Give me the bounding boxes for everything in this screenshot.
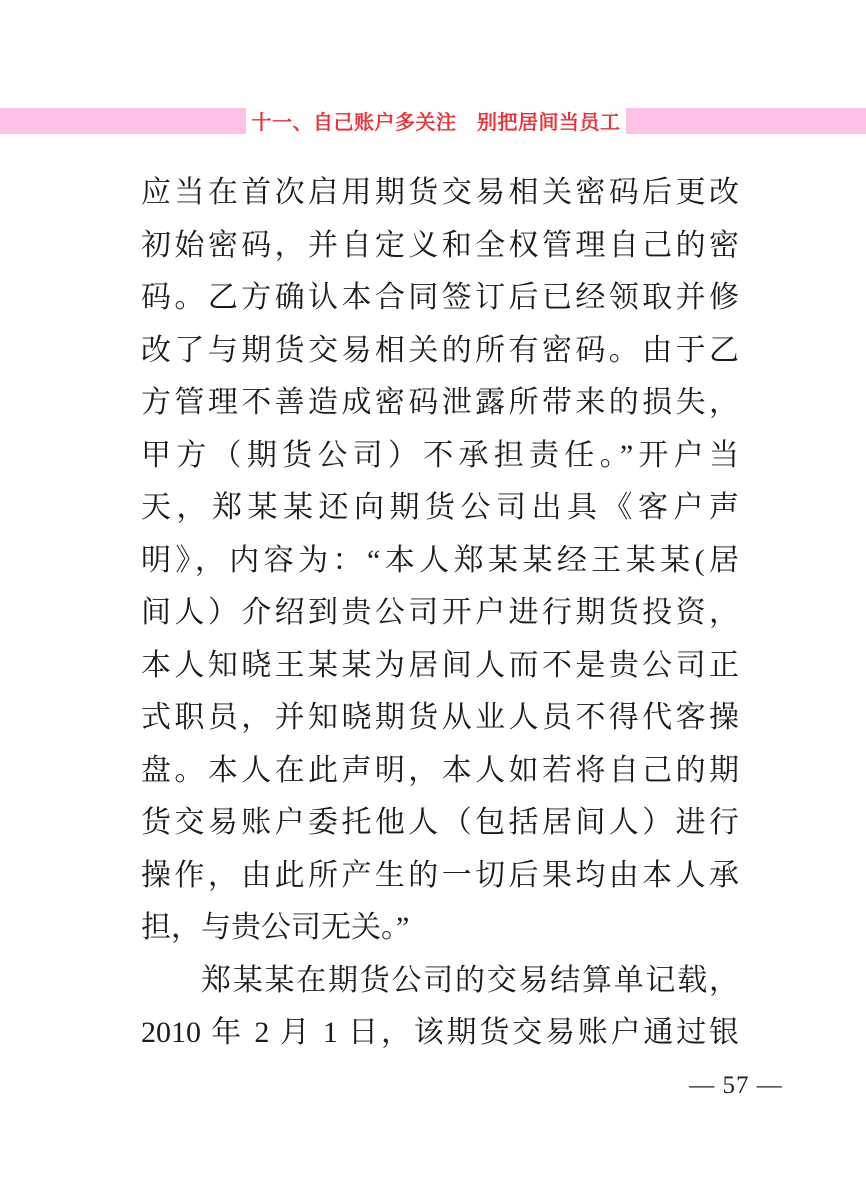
body-line: 明》，内容为：“本人郑某某经王某某(居 [141,543,739,577]
body-line: 操作，由此所产生的一切后果均由本人承 [141,858,739,892]
body-line: 应当在首次启用期货交易相关密码后更改 [141,176,739,209]
body-line: 初始密码，并自定义和全权管理自己的密 [141,228,739,262]
body-line: 郑某某在期货公司的交易结算单记载， [201,963,739,997]
body-text [141,167,739,1060]
body-line: 改了与期货交易相关的所有密码。由于乙 [141,333,739,367]
body-line: 盘。本人在此声明，本人如若将自己的期 [141,753,739,787]
body-line: 式职员，并知晓期货从业人员不得代客操 [141,701,739,734]
body-line: 天，郑某某还向期货公司出具《客户声 [141,491,739,524]
chapter-title-box [246,96,626,144]
body-line: 担，与贵公司无关。” [141,911,410,944]
chapter-title: 十一、自己账户多关注 别把居间当员工 [251,111,621,134]
body-line: 甲方（期货公司）不承担责任。”开户当 [141,438,739,472]
body-line: 方管理不善造成密码泄露所带来的损失， [141,386,739,419]
page-number: — 57 — [689,1072,783,1099]
body-line: 间人）介绍到贵公司开户进行期货投资， [141,596,739,629]
body-line: 2010 年 2 月 1 日，该期货交易账户通过银 [141,1016,739,1049]
body-line: 码。乙方确认本合同签订后已经领取并修 [141,281,739,314]
body-line: 货交易账户委托他人（包括居间人）进行 [141,806,739,839]
body-line: 本人知晓王某某为居间人而不是贵公司正 [141,648,739,682]
